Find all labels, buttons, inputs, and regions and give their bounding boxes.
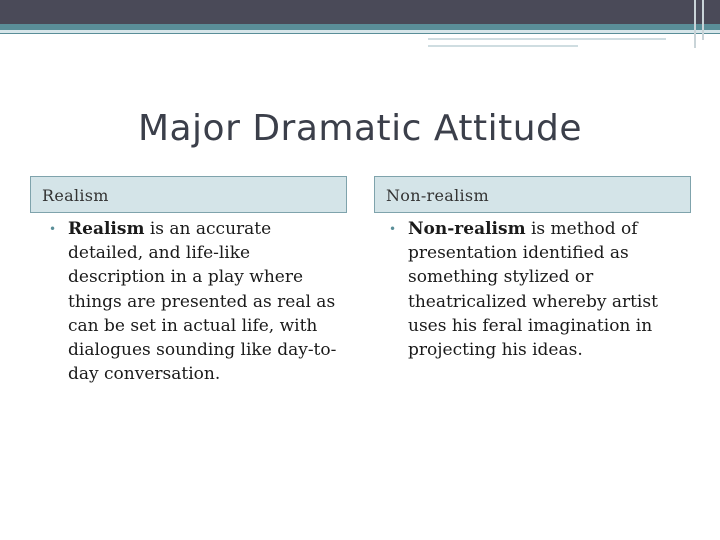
slide-title: Major Dramatic Attitude <box>137 108 583 149</box>
accent-strip <box>0 24 720 34</box>
decorative-rule <box>428 45 578 47</box>
bullet-text: is an accurate detailed, and life-like description in a play where things are presented as real as can be set in actual life, with dialogues sounding like day-to-day conversation. <box>68 219 337 385</box>
top-decorative-bar <box>0 0 720 24</box>
column-header-non-realism: Non-realism <box>374 176 691 213</box>
accent-strip-highlight <box>0 30 720 33</box>
bullet-text: is method of presentation identified as something stylized or theatricalized whereby artist uses his feral imagination in projecting his ideas. <box>408 219 658 361</box>
corner-ornament <box>690 0 720 48</box>
bullet-icon: • <box>49 222 57 236</box>
bullet-lead-term: Non-realism <box>408 219 526 239</box>
list-item <box>370 217 680 362</box>
column-body-non-realism <box>370 217 680 362</box>
column-body-realism <box>30 217 347 386</box>
bullet-icon: • <box>389 222 397 236</box>
bullet-lead-term: Realism <box>68 219 145 239</box>
column-header-realism: Realism <box>30 176 347 213</box>
decorative-rule <box>428 38 666 40</box>
list-item <box>30 217 347 386</box>
